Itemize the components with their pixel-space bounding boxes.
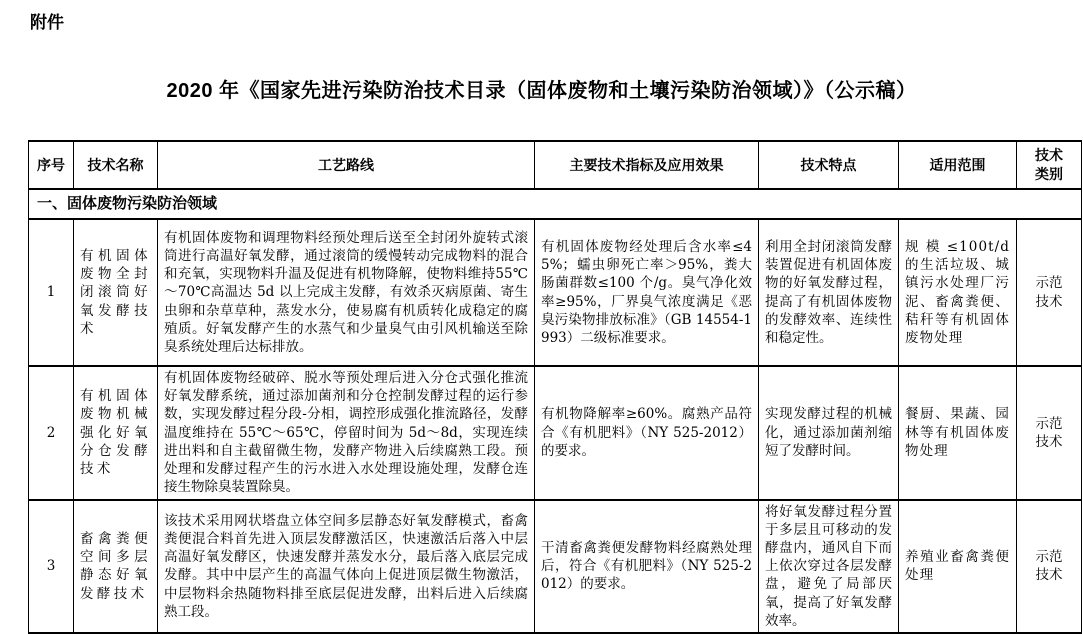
table-header-row xyxy=(29,141,1082,189)
technology-catalog-table xyxy=(28,140,1082,634)
col-header-category xyxy=(1017,141,1082,189)
process-cell: 有机固体废物经破碎、脱水等预处理后进入分仓式强化推流好氧发酵系统，通过添加菌剂和分仓控制发酵过程的运行参数，实现发酵过程分段-分相，调控形成强化推流路径，发酵温度维持在 55℃～65℃，停留时间为 5d～8d，实现连续进出料和自主截留微生物，发酵产物进入后续腐熟工段。预处理和发酵过程产生的污水进入水处理设施处理，发酵仓连接生物除臭装置除臭。 xyxy=(158,366,535,500)
tech-name-cell: 有机固体废物全封闭滚筒好氧发酵技术 xyxy=(74,219,158,366)
process-cell: 该技术采用网状塔盘立体空间多层静态好氧发酵模式，畜禽粪便混合料首先进入顶层发酵激活区，快速激活后落入中层高温好氧发酵区，快速发酵并蒸发水分，最后落入底层完成发酵。其中中层产生的高温气体向上促进顶层微生物激活，中层物料余热随物料排至底层促进发酵，出料后进入后续腐熟工段。 xyxy=(158,500,535,634)
category-cell xyxy=(1017,219,1082,366)
features-cell: 利用全封闭滚筒发酵装置促进有机固体废物的好氧发酵过程，提高了有机固体废物的发酵效率、连续性和稳定性。 xyxy=(759,219,899,366)
features-cell: 实现发酵过程的机械化，通过添加菌剂缩短了发酵时间。 xyxy=(759,366,899,500)
col-header-no: 序号 xyxy=(29,141,74,189)
col-header-tech-name: 技术名称 xyxy=(74,141,158,189)
table-row xyxy=(29,366,1082,500)
indicators-cell: 有机物降解率≥60%。腐熟产品符合《有机肥料》（NY 525-2012）的要求。 xyxy=(535,366,759,500)
col-header-features: 技术特点 xyxy=(759,141,899,189)
page-title: 2020 年《国家先进污染防治技术目录（固体废物和土壤污染防治领域）》（公示稿） xyxy=(166,80,917,102)
row-number: 2 xyxy=(29,366,74,500)
process-cell: 有机固体废物和调理物料经预处理后送至全封闭外旋转式滚筒进行高温好氧发酵，通过滚筒的缓慢转动完成物料的混合和充氧，实现物料升温及促进有机物降解，使物料维持55℃～70℃高温达 5d 以上完成主发酵，有效杀灭病原菌、寄生虫卵和杂草草种，蒸发水分，使易腐有机质转化成稳定的腐殖质。好氧发酵产生的水蒸气和少量臭气由引风机输送至除臭系统处理后达标排放。 xyxy=(158,219,535,366)
col-header-scope: 适用范围 xyxy=(899,141,1017,189)
row-number: 3 xyxy=(29,500,74,634)
table-row xyxy=(29,219,1082,366)
col-header-category-label: 技术类别 xyxy=(1035,147,1063,182)
tech-name-cell: 畜禽粪便空间多层静态好氧发酵技术 xyxy=(74,500,158,634)
scope-cell: 养殖业畜禽粪便处理 xyxy=(899,500,1017,634)
attachment-label: 附件 xyxy=(30,13,64,32)
section-row xyxy=(29,189,1082,219)
category-cell xyxy=(1017,500,1082,634)
row-number: 1 xyxy=(29,219,74,366)
features-cell: 将好氧发酵过程分置于多层且可移动的发酵盘内，通风自下而上依次穿过各层发酵盘，避免了局部厌氧，提高了好氧发酵效率。 xyxy=(759,500,899,634)
col-header-indicators: 主要技术指标及应用效果 xyxy=(535,141,759,189)
scope-cell: 规模≤100t/d 的生活垃圾、城镇污水处理厂污泥、畜禽粪便、秸秆等有机固体废物处理 xyxy=(899,219,1017,366)
category-cell xyxy=(1017,366,1082,500)
tech-name-cell: 有机固体废物机械强化好氧分仓发酵技术 xyxy=(74,366,158,500)
category-label: 示范技术 xyxy=(1035,275,1063,310)
section-header: 一、固体废物污染防治领域 xyxy=(29,189,1082,219)
indicators-cell: 有机固体废物经处理后含水率≤45%；蠕虫卵死亡率＞95%，粪大肠菌群数≤100 个/g。臭气净化效率≥95%，厂界臭气浓度满足《恶臭污染物排放标准》（GB 14554-1993）二级标准要求。 xyxy=(535,219,759,366)
category-label: 示范技术 xyxy=(1035,415,1063,450)
table-row xyxy=(29,500,1082,634)
scope-cell: 餐厨、果蔬、园林等有机固体废物处理 xyxy=(899,366,1017,500)
category-label: 示范技术 xyxy=(1035,549,1063,584)
col-header-process: 工艺路线 xyxy=(158,141,535,189)
indicators-cell: 干清畜禽粪便发酵物料经腐熟处理后，符合《有机肥料》（NY 525-2012）的要求。 xyxy=(535,500,759,634)
